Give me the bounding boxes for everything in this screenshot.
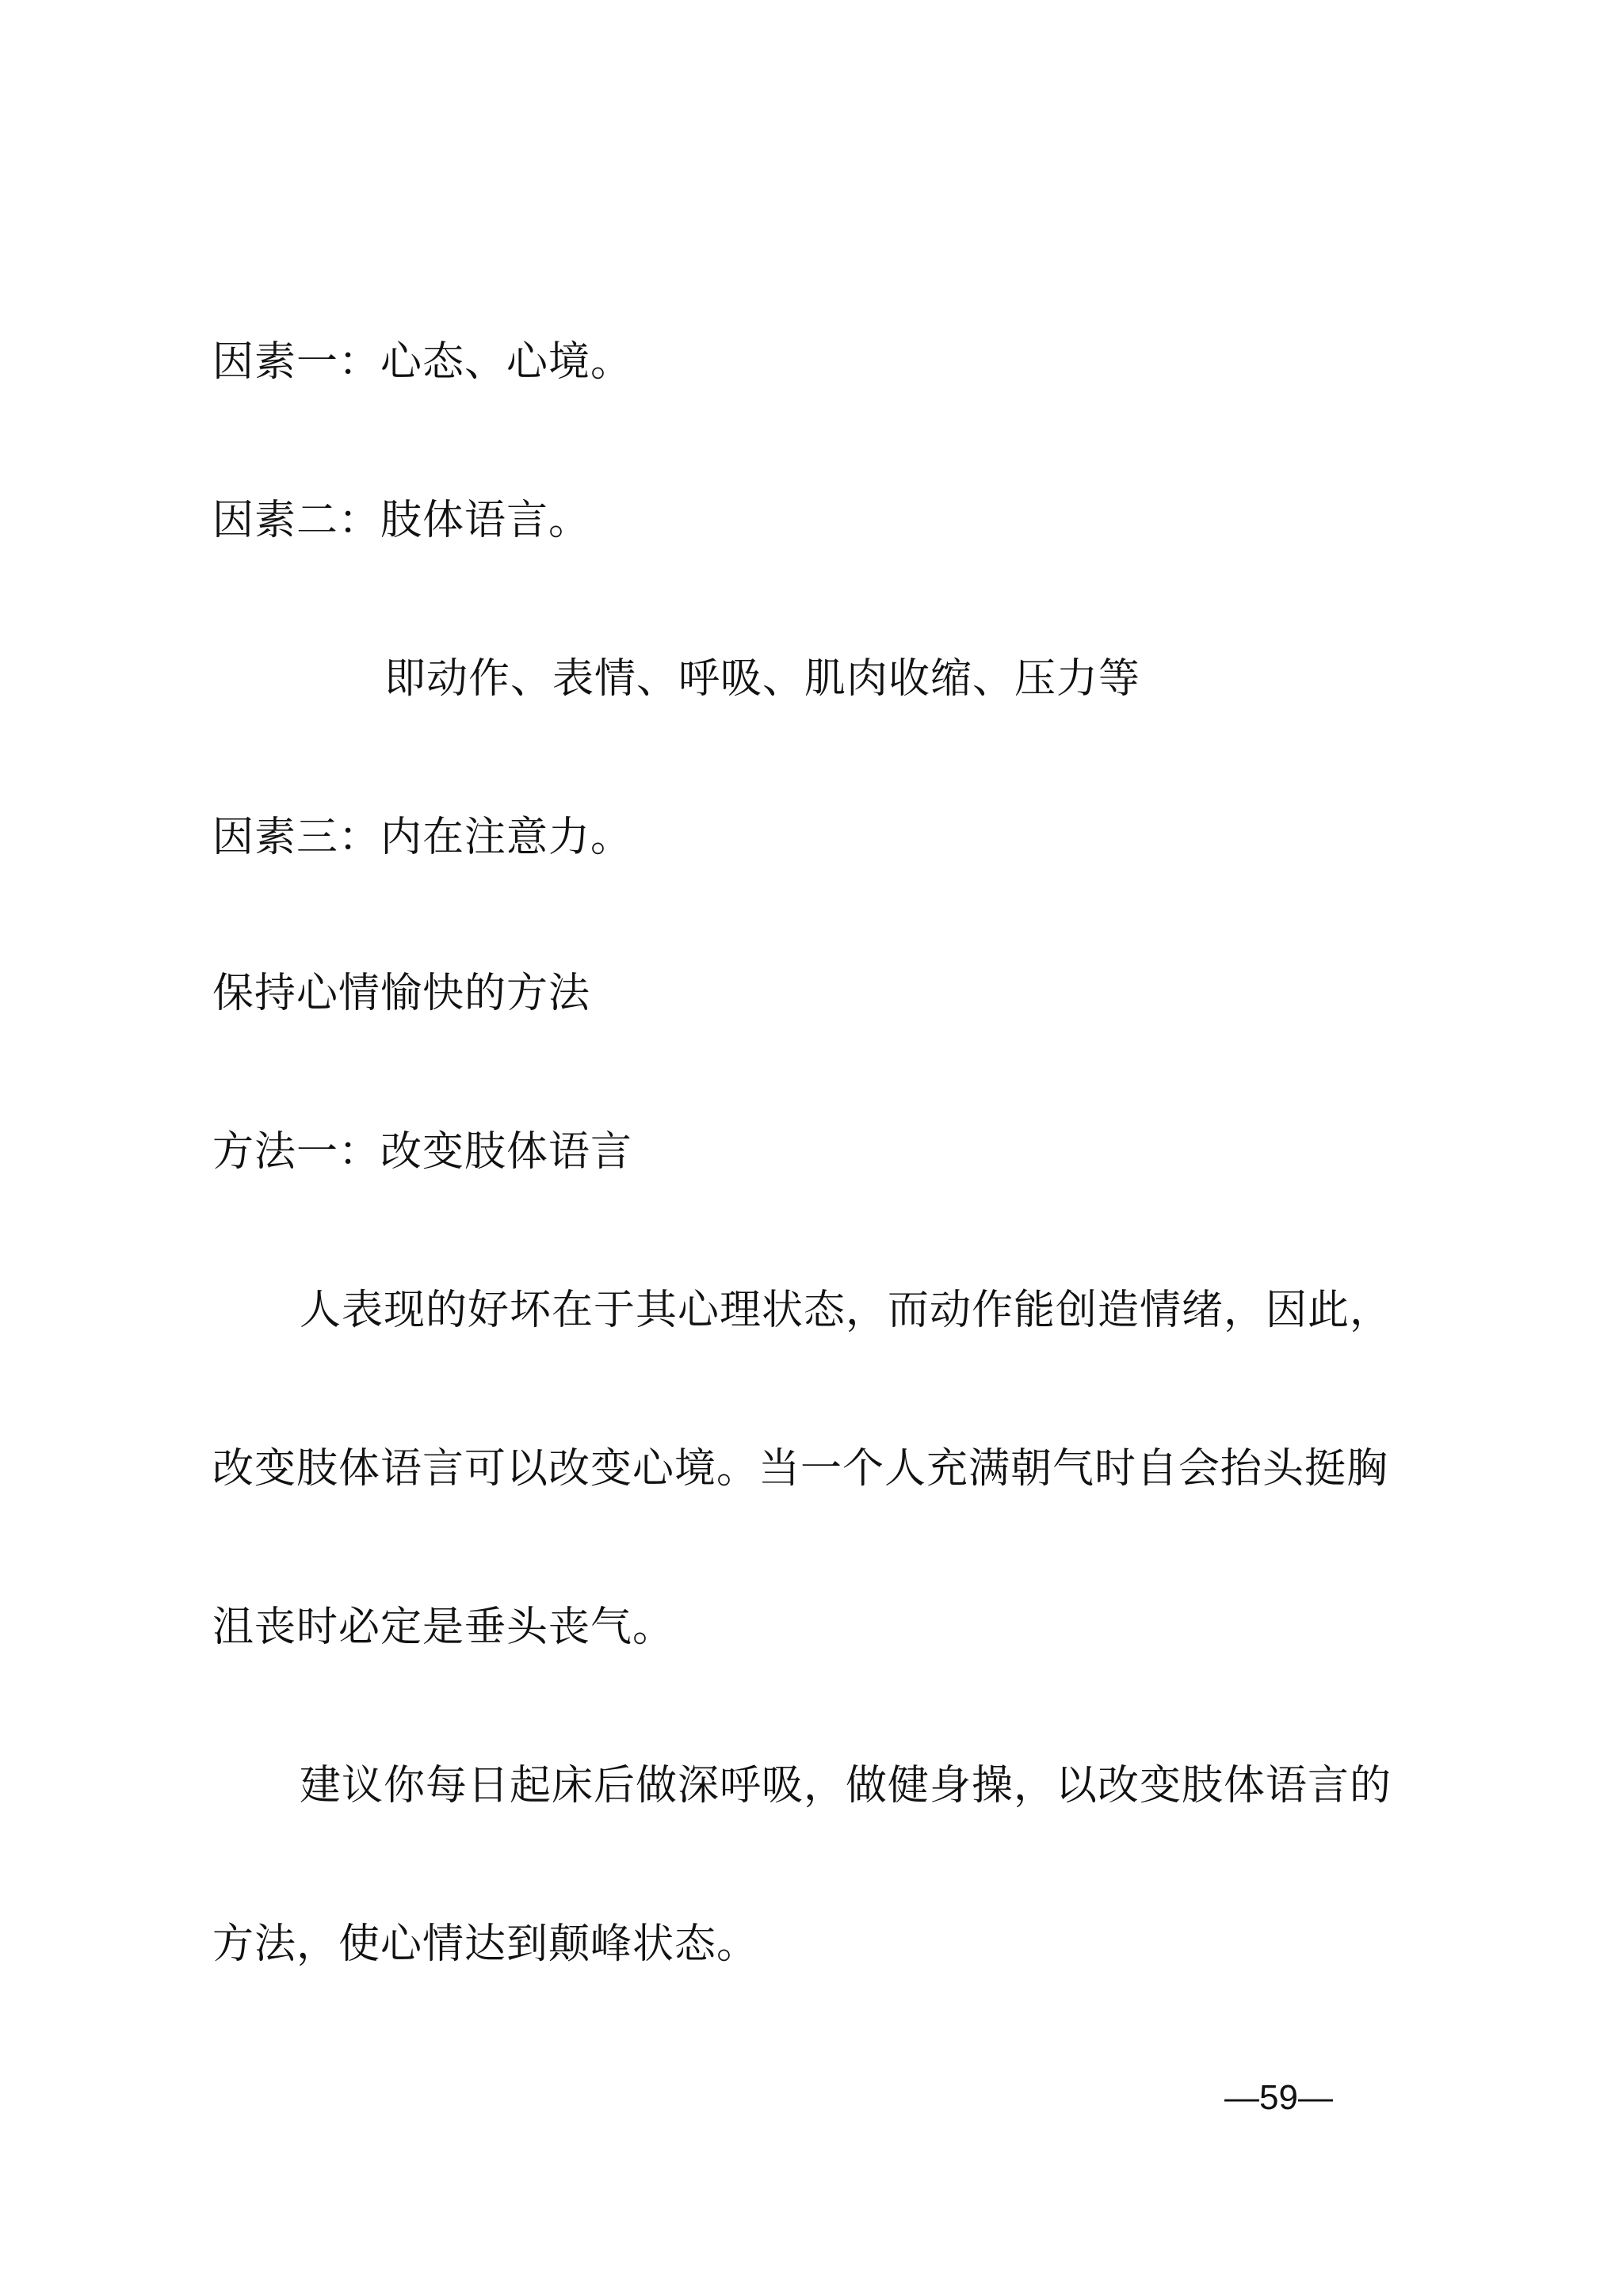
factor-two-line: 因素二：肢体语言。 bbox=[212, 497, 591, 544]
paragraph-line: 方法，使心情达到颠峰状态。 bbox=[212, 1920, 759, 1968]
factor-one-line: 因素一：心态、心境。 bbox=[212, 338, 633, 386]
page-number: —59— bbox=[1224, 2078, 1333, 2117]
paragraph-line: 沮丧时必定是垂头丧气。 bbox=[212, 1604, 675, 1651]
factor-three-line: 因素三：内在注意力。 bbox=[212, 814, 633, 861]
method-one-heading: 方法一：改变肢体语言 bbox=[212, 1128, 633, 1176]
section-heading: 保持心情愉快的方法 bbox=[212, 970, 591, 1017]
factor-two-detail: 即动作、表情、呼吸、肌肉收缩、压力等 bbox=[384, 655, 1141, 703]
paragraph-line: 建议你每日起床后做深呼吸，做健身操，以改变肢体语言的 bbox=[300, 1762, 1392, 1810]
paragraph-line: 改变肢体语言可以改变心境。当一个人充满朝气时自会抬头挺胸 bbox=[212, 1445, 1389, 1493]
paragraph-line: 人表现的好坏在于其心理状态，而动作能创造情绪，因此， bbox=[300, 1287, 1392, 1334]
